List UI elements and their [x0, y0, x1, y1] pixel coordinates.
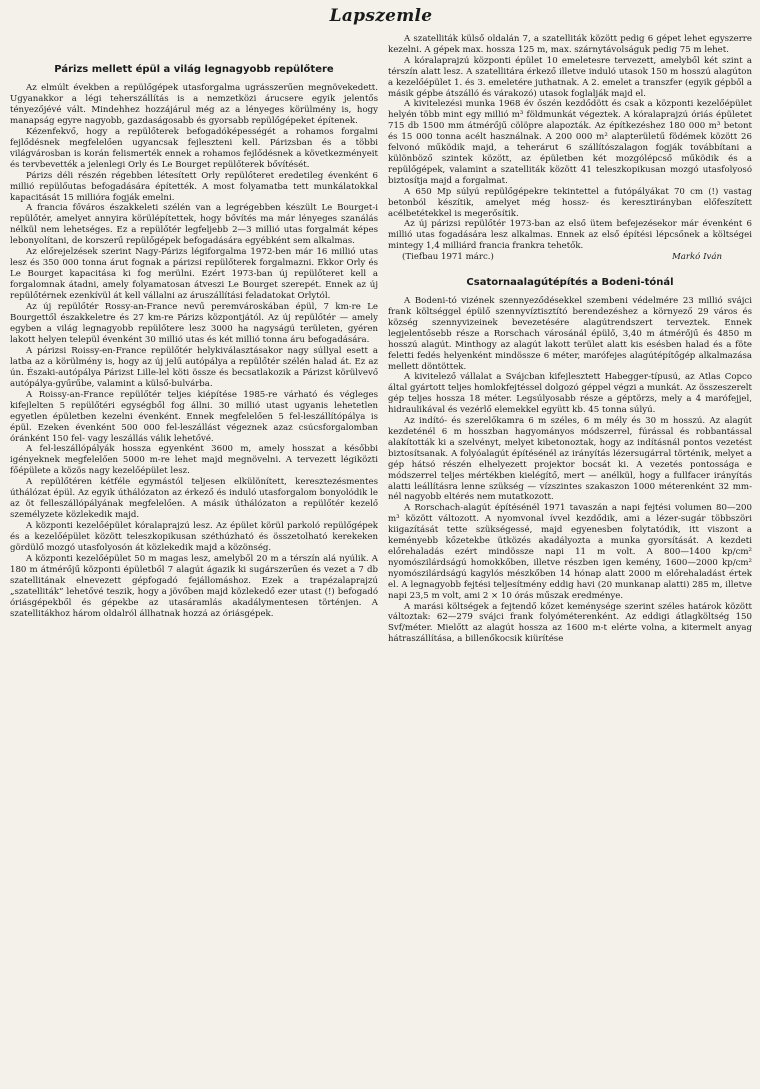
paragraph: A kóralaprajzú központi épület 10 emeletesre tervezett, amelyből két szint a térszín alatt lesz. A szatellitára érkező illetve induló utasok 150 m hosszú alagúton a kezelőépület 1. és 3. emeletére juthatnak. A 2. emelet a transzfer (egyik gépből a másik gépbe átszálló és várakozó) utasok foglalják majd el. — [388, 55, 752, 99]
paragraph: Az indító- és szerelőkamra 6 m széles, 6 m mély és 30 m hosszú. Az alagút kezdeténél 6 m hosszban hagyományos módszerrel, fúrással és robbantással alakították ki a szelvényt, melyet kibetonoztak, hogy az indításnál pontos vezetést biztosítsanak. A folyóalagút építésénél az irányítás lézersugárral történik, melyet a gép hátsó részén elhelyezett projektor bocsát ki. A vezetés pontossága e módszerrel teljes mértékben kielégítő, mert — anélkül, hogy a fullfacer irányítás alatti leállításra lenne szükség — vízszintes szakaszon 1000 méterenként 32 mm-nél nagyobb eltérés nem mutatkozott. — [388, 416, 752, 503]
paragraph: A kivitelező vállalat a Svájcban kifejlesztett Habegger-típusú, az Atlas Copco által gyártott teljes homlokfejtéssel dolgozó géppel végzi a munkát. Az összeszerelt gép teljes hossza 18 méter. Legsúlyosabb része a géptörzs, mely a 4 marófejjel, hidraulikával és vezérlő elemekkel együtt kb. 45 tonna súlyú. — [388, 372, 752, 416]
two-column-layout — [10, 34, 752, 645]
paragraph: A Rorschach-alagút építésénél 1971 tavaszán a napi fejtési volumen 80—200 m³ között változott. A nyomvonal ívvel kezdődik, ami a lézer-sugár többszöri kiigazítását tette szükségessé, majd egyenesben folytatódik, itt viszont a keményebb kőzetekbe ütközés akadályozta a munka gyorsítását. A kezdeti előrehaladás ezért mindössze napi 11 m volt. A 800—1400 kp/cm² nyomószilárdságú homokkőben, illetve részben igen kemény, 1600—2000 kp/cm² nyomószilárdságú kagylós mészkőben 14 hónap alatt 2000 m előrehaladást értek el. A legnagyobb fejtési teljesítmény eddig havi (20 munkanap alatti) 285 m, illetve napi 23,5 m volt, ami 2 × 10 órás műszak eredménye. — [388, 503, 752, 601]
article-body-paris-airport — [10, 83, 378, 620]
paragraph: A központi kezelőépület kóralaprajzú lesz. Az épület körül parkoló repülőgépek és a kezelőépület között teleszkopikusan széthúzható és összetolható kerekeken gördülő mozgó utasfolyosón át közlekedik majd a közönség. — [10, 521, 378, 554]
paragraph: Az előrejelzések szerint Nagy-Párizs légiforgalma 1972-ben már 16 millió utas lesz és 350 000 tonna árut fognak a párizsi repülőterek forgalmazni. Ekkor Orly és Le Bourget kapacitása ki fog merülni. Ezért 1973-ban új repülőteret kell a forgalomnak átadni, amely folyamatosan átveszi Le Bourget szerepét. Ennek az új repülőtérnek ezenkívül át kell vállalni az áruszállítási feladatokat Orlytól. — [10, 247, 378, 302]
paragraph: A szatelliták külső oldalán 7, a szatelliták között pedig 6 gépet lehet egyszerre kezelni. A gépek max. hossza 125 m, max. szárnytávolságuk pedig 75 m lehet. — [388, 34, 752, 55]
paragraph: Kézenfekvő, hogy a repülőterek befogadóképességét a rohamos forgalmi fejlődésnek megfelelően ugyancsak fejleszteni kell. Párizsban és a többi világvárosban is korán felismerték ennek a rohamos fejlődésnek a következményeit és tervbevették a jelenlegi Orly és Le Bourget repülőterek bővítését. — [10, 126, 378, 170]
article-author: Markó Iván — [671, 252, 722, 263]
article-title-paris-airport: Párizs mellett épül a világ legnagyobb repülőtere — [54, 64, 334, 75]
paragraph: A marási költségek a fejtendő kőzet keménysége szerint széles határok között változtak: 62—279 svájci frank folyóméterenként. Az eddigi átlagköltség 150 Svf/méter. Mielőtt az alagút hossza az 1600 m-t elérte volna, a kitermelt anyag hátraszállítása, a billenőkocsik kiürítése — [388, 601, 752, 645]
paragraph: A központi kezelőépület 50 m magas lesz, amelyből 20 m a térszín alá nyúlik. A 180 m átmérőjű központi épületből 7 alagút ágazik ki sugárszerűen és vezet a 7 db szatellitának elnevezett gépfogadó fejállomáshoz. Ezek a trapézalaprajzú „szatelliták” lehetővé teszik, hogy a jövőben majd közlekedő ezer utast (!) befogadó óriásgépekből és gépekbe az utasáramlás akadálymentesen történjen. A szatellitákhoz három oldalról állhatnak hozzá az óriásgépek. — [10, 553, 378, 619]
left-column — [10, 34, 378, 645]
article-byline — [388, 252, 752, 263]
paragraph: A kivitelezési munka 1968 év őszén kezdődött és csak a központi kezelőépület helyén több mint egy millió m³ földmunkát végeztek. A kóralaprajzú óriás épületet 715 db 1500 mm átmérőjű cölöpre alapozták. Az építkezéshez 180 000 m³ betont és 15 000 tonna acélt használnak. A 200 000 m² alapterületű födémek között 26 felvonó működik majd, a teherárut 6 szállítószalagon fogják továbbítani a különböző szintek között, az épületben két mozgólépcső működik és a repülőgépek, valamint a szatelliták között 41 teleszkopikusan mozgó utasfolyosó biztosítja majd a forgalmat. — [388, 99, 752, 186]
section-masthead: Lapszemle — [329, 6, 433, 26]
article-title-bodensee-tunnel: Csatornaalagútépítés a Bodeni-tónál — [466, 277, 674, 289]
paragraph: A Roissy-an-France repülőtér teljes kiépítése 1985-re várható és végleges kifejlelten 5 repülőtéri egységből fog állni. 30 millió utast ugyanis lehetetlen egyetlen épületben kezelni évenként. Ennek megfelelően 5 fel-leszállítópálya is épül. Ezeken évenként 500 000 fel-leszállást végeznek azaz csúcsforgalomban óránként 150 fel- vagy leszállás válik lehetővé. — [10, 389, 378, 444]
paragraph: Az új párizsi repülőtér 1973-ban az első ütem befejezésekor már évenként 6 millió utas fogadására lesz alkalmas. Ennek az első építési lépcsőnek a költségei mintegy 1,4 milliárd francia frankra tehetők. — [388, 219, 752, 252]
paragraph: A fel-leszállópályák hossza egyenként 3600 m, amely hosszat a későbbi igényeknek megfelelően 5000 m-re lehet majd megnövelni. A tervezett légiközti főépülete a közös nagy kezelőépület lesz. — [10, 444, 378, 477]
paragraph: Az elmúlt években a repülőgépek utasforgalma ugrásszerűen megnövekedett. Ugyanakkor a légi teherszállítás is a nemzetközi árucsere egyik jelentős tényezőjévé vált. Mindehhez hozzájárul még az a lényeges körülmény is, hogy manapság egyre nagyobb, gazdaságosabb és gyorsabb repülőgépeket építenek. — [10, 83, 378, 126]
article-source: (Tiefbau 1971 márc.) — [402, 252, 494, 263]
article-body-bodensee-tunnel — [388, 296, 752, 645]
paragraph: A párizsi Roissy-en-France repülőtér helykiválasztásakor nagy súllyal esett a latba az a körülmény is, hogy az új jelű autópálya a repülőtér szélén halad át. Ez az ún. Északi-autópálya Párizst Lille-lel köti össze és becsatlakozik a Párizst körülvevő autópálya-gyűrűbe, valamint a külső-bulvárba. — [10, 345, 378, 389]
paragraph: A Bodeni-tó vizének szennyeződésekkel szembeni védelmére 23 millió svájci frank költséggel épülő szennyvíztisztító berendezéshez a környező 29 város és község szennyvizeinek bevezetésére alagútrendszert terveztek. Ennek legjelentősebb része a Rorschach városánál épülő, 3,40 m átmérőjű és 4850 m hosszú alagút. Minthogy az alagút lakott terület alatt kis esésben halad és a föte feletti fedés helyenként mindössze 6 méter, marófejes alagútépítőgép alkalmazása mellett döntöttek. — [388, 296, 752, 372]
paragraph: Párizs déli részén régebben létesített Orly repülőteret eredetileg évenként 6 millió repülőutas befogadására építették. A most folyamatba tett munkálatokkal kapacitását 15 millióra fogják emelni. — [10, 170, 378, 203]
right-column — [388, 34, 752, 645]
paragraph: A repülőtéren kétféle egymástól teljesen elkülönített, keresztezésmentes úthálózat épül. Az egyik úthálózaton az érkező és induló utasforgalom bonyolódik le az öt felleszállópályának megfelelően. A másik úthálózaton a repülőtér kezelő személyzete közlekedik majd. — [10, 477, 378, 521]
paragraph: A francia főváros északkeleti szélén van a legrégebben készült Le Bourget-i repülőtér, amelyet annyira körülépítettek, hogy bővítés ma már lényeges szanálás nélkül nem lehetséges. Ez a repülőtér legfeljebb 2—3 millió utas forgalmát képes lebonyolítani, de korszerű repülőgépek befogadására egyébként sem alkalmas. — [10, 203, 378, 247]
paragraph: Az új repülőtér Rossy-an-France nevű peremvároskában épül, 7 km-re Le Bourgettől északkeletre és 27 km-re Párizs központjától. Az új repülőtér — amely egyben a világ legnagyobb repülőtere lesz 3000 ha nagyságú területen, gyéren lakott helyen települ évenként 30 millió utas és két millió tonna áru befogadására. — [10, 302, 378, 345]
article-body-paris-airport-continued — [388, 34, 752, 252]
paragraph: A 650 Mp súlyú repülőgépekre tekintettel a futópályákat 70 cm (!) vastag betonból készítik, amelyet még hossz- és keresztirányban előfeszített acélbetétekkel is megerősítik. — [388, 186, 752, 219]
